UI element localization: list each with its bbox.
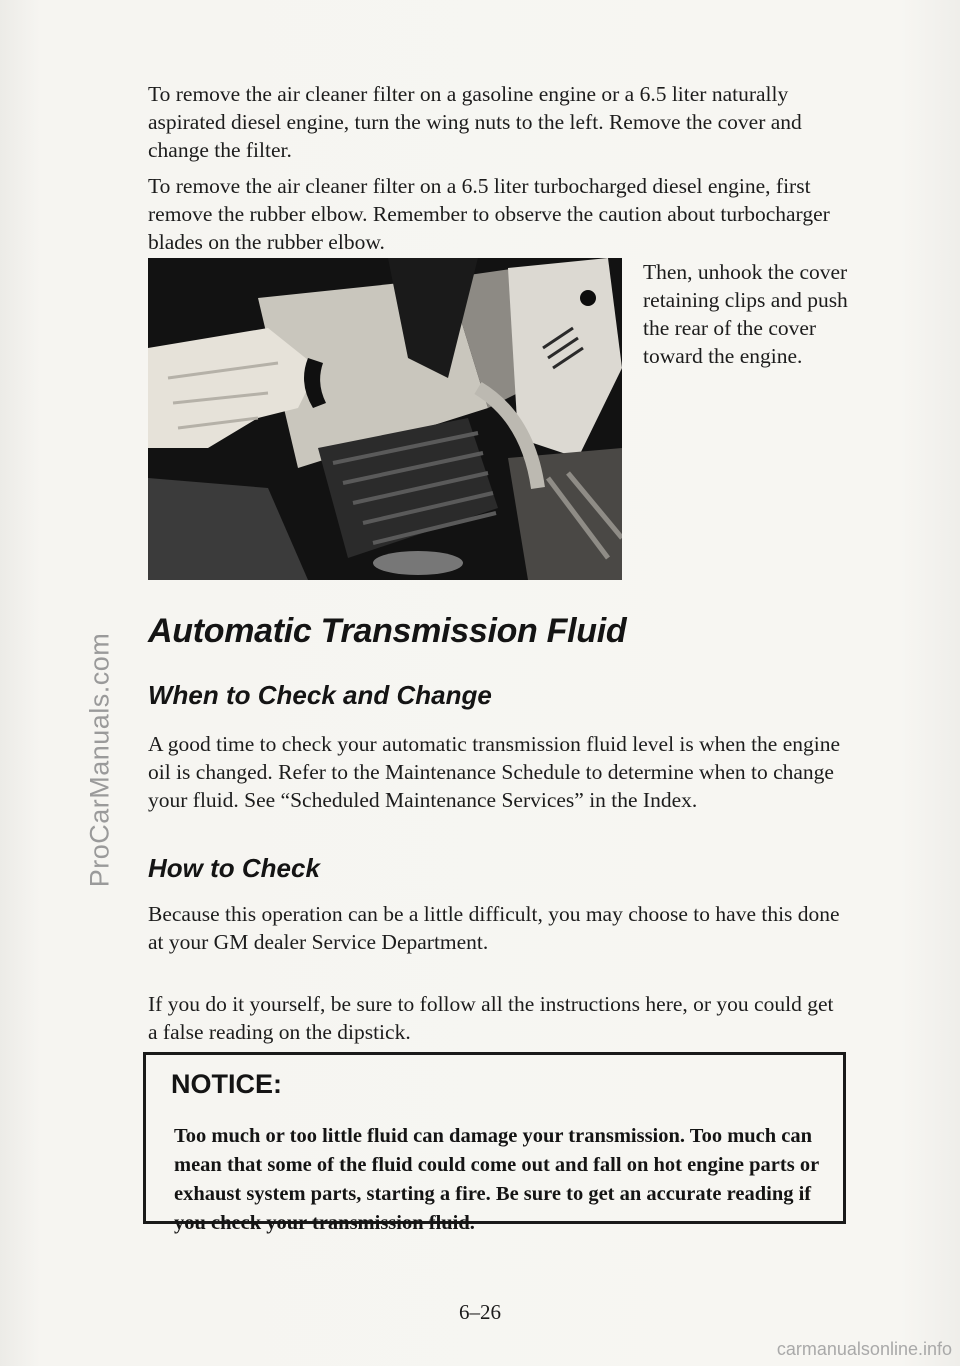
subheading-when-to-check: When to Check and Change [148, 680, 492, 710]
footer-watermark: carmanualsonline.info [776, 1339, 952, 1359]
engine-air-cleaner-photo [148, 258, 622, 580]
engine-photo-illustration [148, 258, 622, 580]
paragraph-air-cleaner-gasoline: To remove the air cleaner filter on a gasoline engine or a 6.5 liter naturally aspirated diesel engine, turn the wing nuts to the left. Remove the cover and change the filter. [148, 82, 802, 162]
paragraph-air-cleaner-turbo: To remove the air cleaner filter on a 6.5 liter turbocharged diesel engine, first remove the rubber elbow. Remember to observe the caution about turbocharger blades on the rubber elbow. [148, 174, 830, 254]
paragraph-do-it-yourself: If you do it yourself, be sure to follow all the instructions here, or you could get a false reading on the dipstick. [148, 992, 834, 1044]
page-number: 6–26 [459, 1300, 501, 1324]
notice-text: Too much or too little fluid can damage your transmission. Too much can mean that some of the fluid could come out and fall on hot engine parts or exhaust system parts, starting a fire. Be sure to get an accurate reading if you check your transmission fluid. [174, 1125, 819, 1234]
paragraph-dealer-service: Because this operation can be a little difficult, you may choose to have this done at your GM dealer Service Department. [148, 902, 840, 954]
section-heading: Automatic Transmission Fluid [148, 612, 627, 650]
subheading-how-to-check: How to Check [148, 853, 320, 883]
side-watermark: ProCarManuals.com [84, 632, 115, 888]
notice-title: NOTICE: [171, 1069, 282, 1099]
paragraph-when-to-check: A good time to check your automatic transmission fluid level is when the engine oil is changed. Refer to the Maintenance Schedule to determine when to change your fluid. See “Scheduled Maintenance Services” in the Index. [148, 732, 841, 812]
notice-box [143, 1052, 846, 1234]
figure-caption: Then, unhook the cover retaining clips and push the rear of the cover toward the engine. [643, 260, 848, 368]
